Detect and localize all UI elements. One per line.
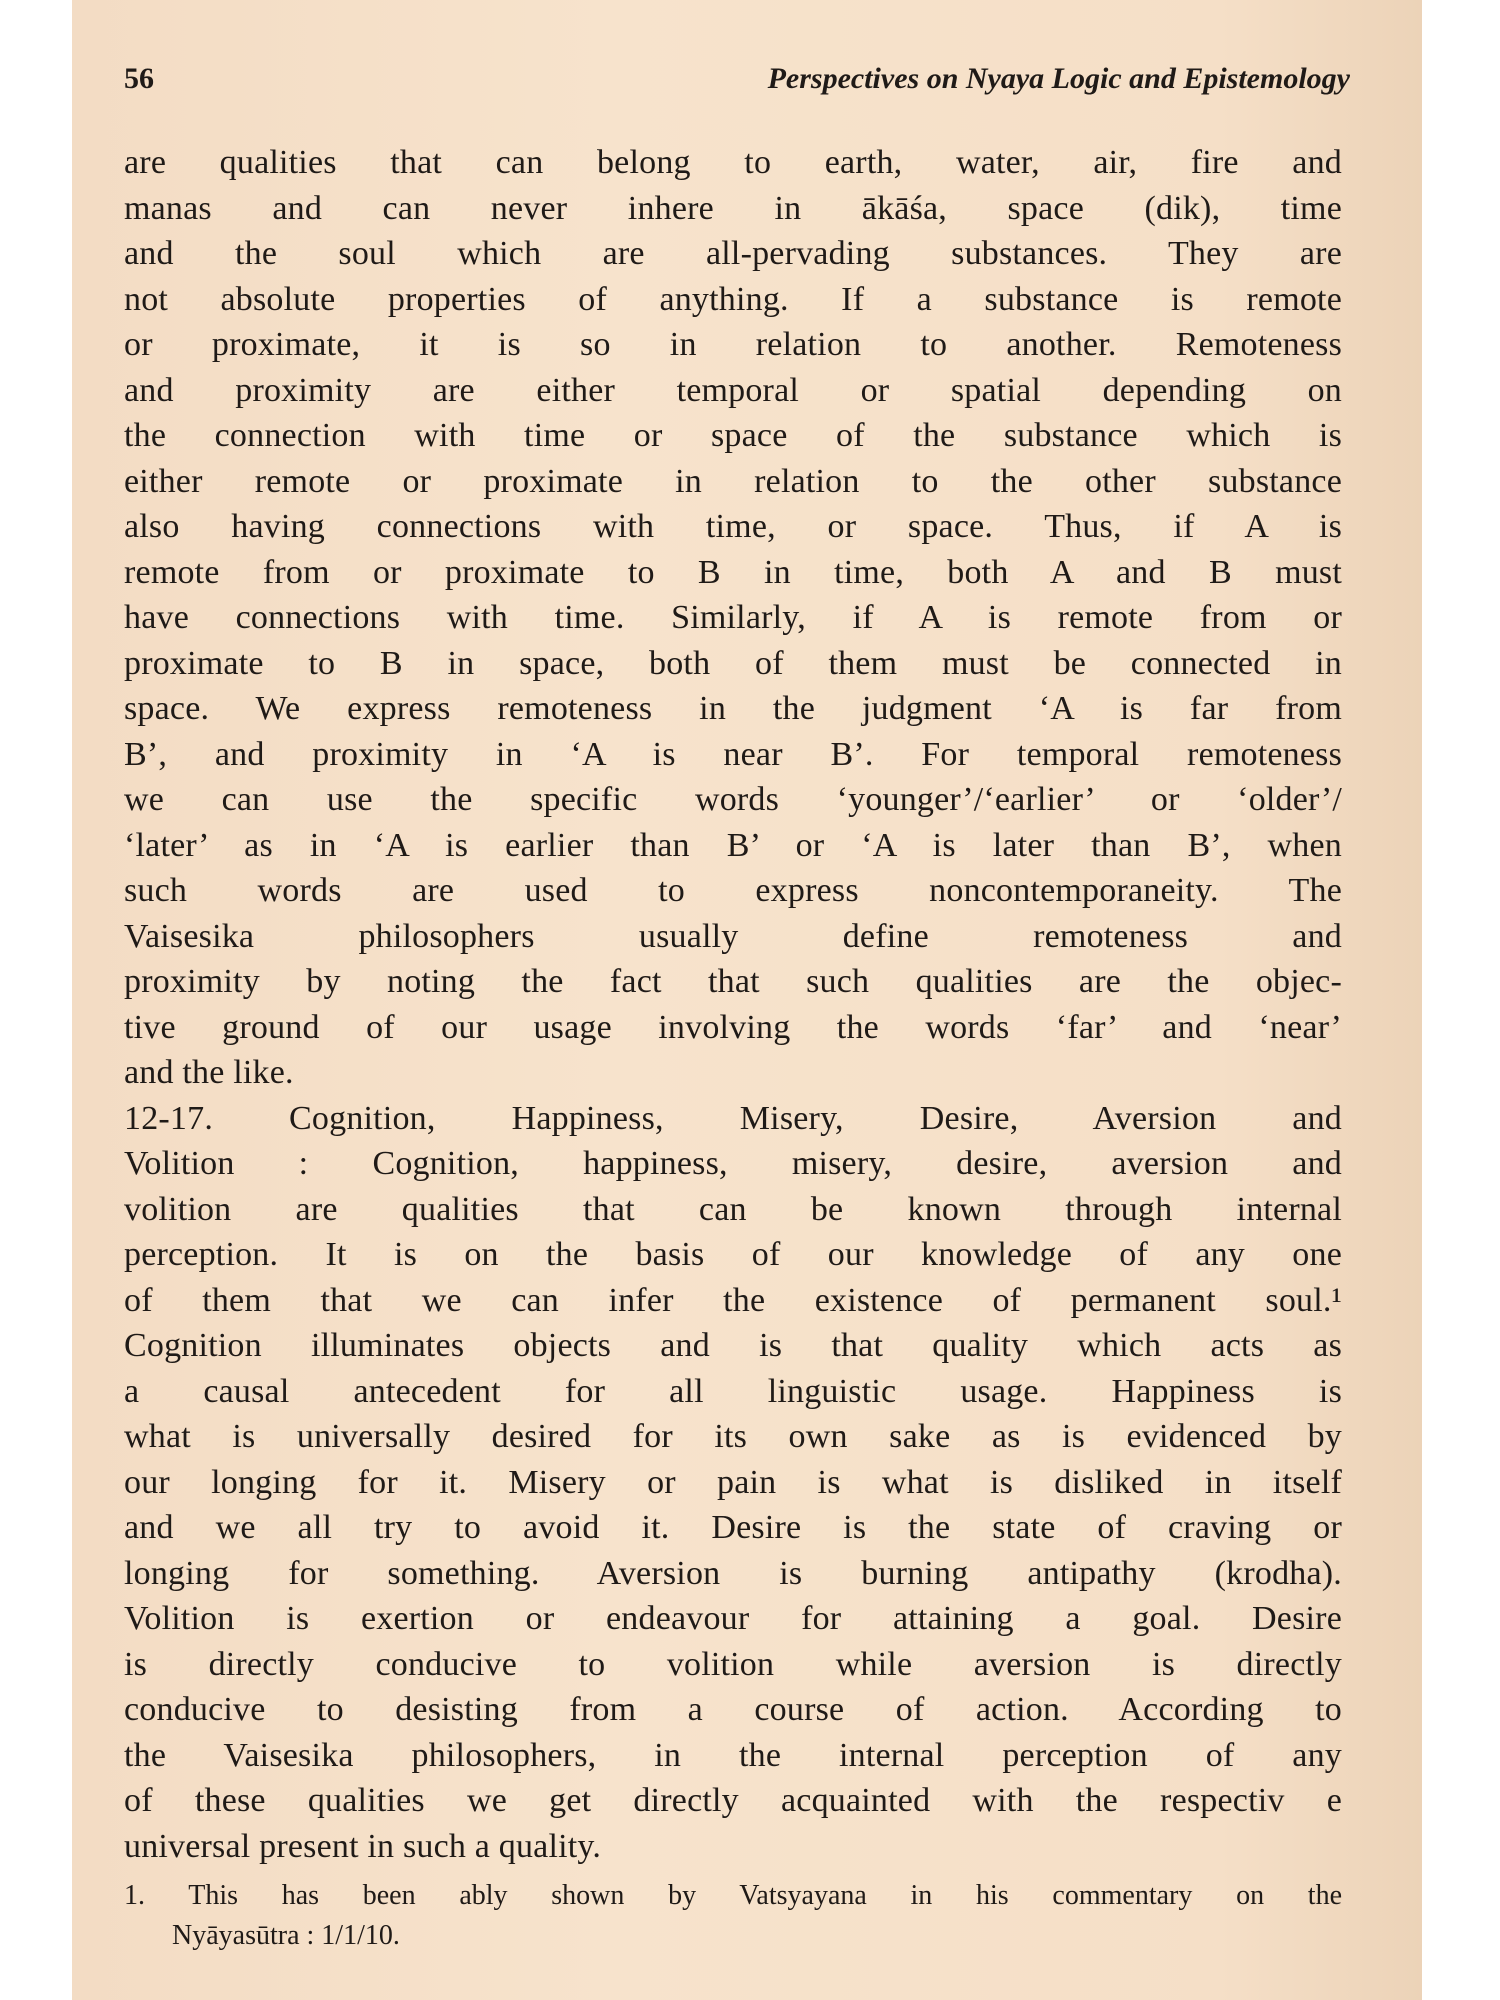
- text-line: Cognition illuminates objects and is that quality which acts as: [124, 1327, 1342, 1364]
- text-line: are qualities that can belong to earth, water, air, fire and: [124, 144, 1342, 181]
- text-line: and we all try to avoid it. Desire is the state of craving or: [124, 1509, 1342, 1546]
- text-line: volition are qualities that can be known through internal: [124, 1190, 1342, 1228]
- text-line: have connections with time. Similarly, if A is remote from or: [124, 599, 1342, 636]
- text-line: Volition is exertion or endeavour for attaining a goal. Desire: [124, 1600, 1342, 1637]
- text-line: we can use the specific words ‘younger’/‘earlier’ or ‘older’/: [124, 781, 1342, 818]
- text-line: and the soul which are all-pervading substances. They are: [124, 235, 1342, 272]
- text-line: either remote or proximate in relation to the other substance: [124, 462, 1342, 500]
- text-line: such words are used to express noncontemporaneity. The: [124, 872, 1342, 909]
- text-line: space. We express remoteness in the judgment ‘A is far from: [124, 690, 1342, 727]
- text-line: universal present in such a quality.: [124, 1827, 602, 1865]
- running-title: Perspectives on Nyaya Logic and Epistemology: [767, 62, 1350, 95]
- text-line: the Vaisesika philosophers, in the internal perception of any: [124, 1736, 1342, 1774]
- text-line: is directly conducive to volition while aversion is directly: [124, 1645, 1342, 1683]
- section-heading-line: 12-17. Cognition, Happiness, Misery, Desire, Aversion and: [124, 1099, 1342, 1137]
- text-line: and the like.: [124, 1054, 294, 1091]
- text-line: our longing for it. Misery or pain is what is disliked in itself: [124, 1463, 1342, 1501]
- page-number: 56: [124, 62, 154, 95]
- text-line: of them that we can infer the existence of permanent soul.¹: [124, 1281, 1342, 1319]
- footnote: [124, 1876, 1342, 1956]
- text-line: remote from or proximate to B in time, both A and B must: [124, 553, 1342, 591]
- text-line: and proximity are either temporal or spatial depending on: [124, 371, 1342, 409]
- text-line: not absolute properties of anything. If a substance is remote: [124, 280, 1342, 318]
- page-header: [124, 54, 1350, 104]
- book-page: [72, 0, 1422, 2000]
- text-line: or proximate, it is so in relation to another. Remoteness: [124, 326, 1342, 363]
- text-line: of these qualities we get directly acquainted with the respectiv e: [124, 1782, 1342, 1819]
- body-text: [124, 140, 1342, 1869]
- text-line: tive ground of our usage involving the words ‘far’ and ‘near’: [124, 1008, 1342, 1046]
- text-line: also having connections with time, or space. Thus, if A is: [124, 508, 1342, 545]
- text-line: manas and can never inhere in ākāśa, space (dik), time: [124, 189, 1342, 227]
- text-line: B’, and proximity in ‘A is near B’. For temporal remoteness: [124, 735, 1342, 773]
- text-line: ‘later’ as in ‘A is earlier than B’ or ‘A is later than B’, when: [124, 826, 1342, 864]
- text-line: Volition : Cognition, happiness, misery, desire, aversion and: [124, 1145, 1342, 1182]
- text-line: the connection with time or space of the substance which is: [124, 417, 1342, 454]
- text-line: a causal antecedent for all linguistic usage. Happiness is: [124, 1372, 1342, 1410]
- footnote-line: 1. This has been ably shown by Vatsyayana in his commentary on the: [124, 1880, 1342, 1911]
- footnote-line: Nyāyasūtra : 1/1/10.: [172, 1920, 400, 1951]
- text-line: what is universally desired for its own sake as is evidenced by: [124, 1418, 1342, 1455]
- text-line: proximity by noting the fact that such qualities are the objec-: [124, 963, 1342, 1000]
- text-line: perception. It is on the basis of our knowledge of any one: [124, 1236, 1342, 1273]
- text-line: proximate to B in space, both of them must be connected in: [124, 644, 1342, 682]
- text-line: Vaisesika philosophers usually define remoteness and: [124, 917, 1342, 955]
- text-line: conducive to desisting from a course of action. According to: [124, 1691, 1342, 1728]
- text-line: longing for something. Aversion is burning antipathy (krodha).: [124, 1554, 1342, 1592]
